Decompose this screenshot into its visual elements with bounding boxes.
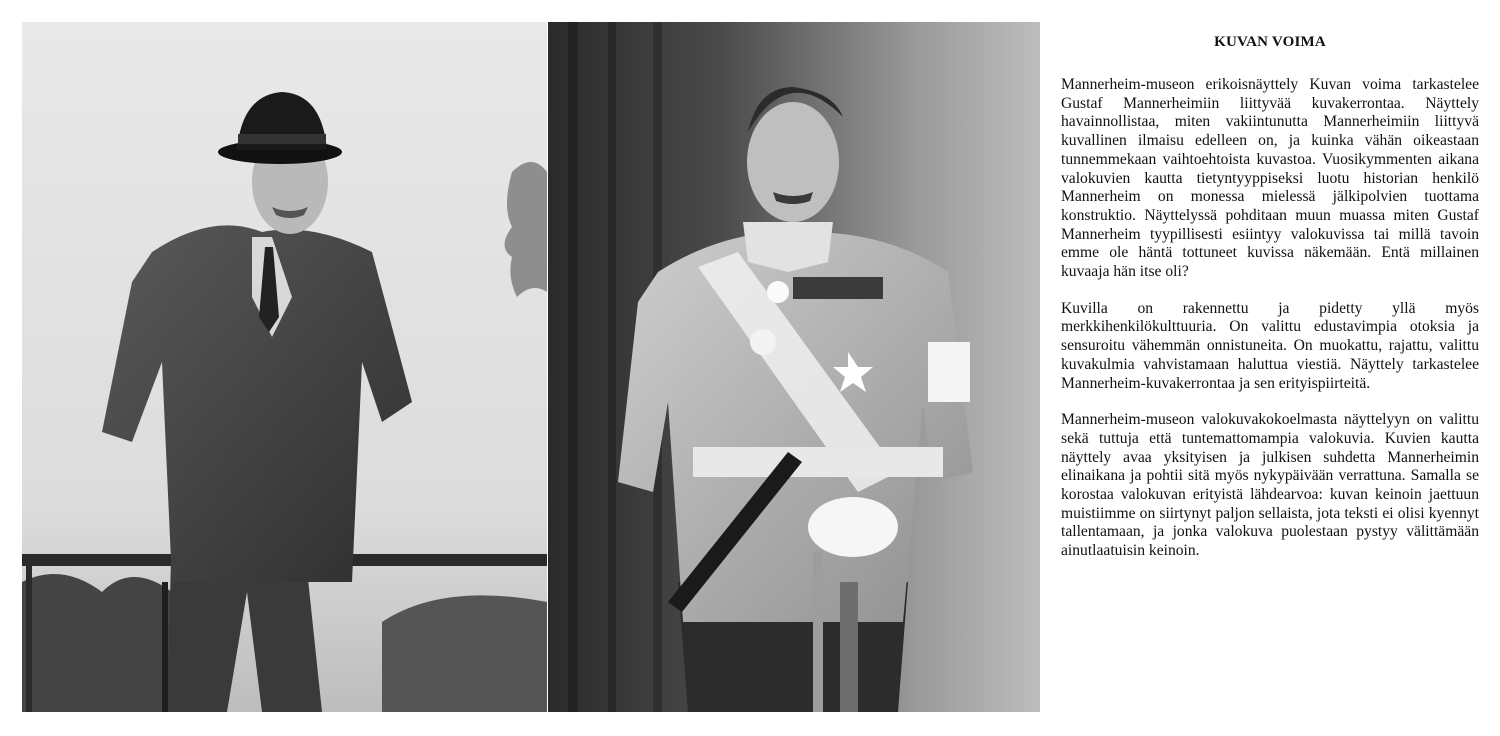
photo-military-portrait bbox=[548, 22, 1040, 712]
article-title: KUVAN VOIMA bbox=[1214, 34, 1326, 50]
article-text bbox=[1061, 34, 1479, 579]
photo-casual-portrait bbox=[22, 22, 547, 712]
article-paragraph-3: Mannerheim-museon valokuvakokoelmasta näyttelyyn on valittu sekä tuttuja että tuntemattomampia valokuvia. Kuvien kautta näyttely avaa yksityisen ja julkisen suhdetta Mannerheimin elinaikana ja pohtii sitä myös nykypäivään verrattuna. Samalla se korostaa valokuvan erityistä lähdearvoa: kuvan keinoin jaettuun muistiimme on siirtynyt paljon sellaista, jota teksti ei olisi kyennyt tallentamaan, ja jonka valokuva puolestaan pystyy välittämään ainutlaatuisin keinoin. bbox=[1061, 411, 1479, 560]
article-paragraph-1: Mannerheim-museon erikoisnäyttely Kuvan voima tarkastelee Gustaf Mannerheimiin liittyvää kuvakerrontaa. Näyttely havainnollistaa, miten vakiintunutta Mannerheimiin liittyvä kuvallinen ilmaisu edelleen on, ja kuinka vähän oikeastaan tunnemmekaan vaihtoehtoista kuvastoa. Vuosikymmenten aikana valokuvien kautta tietyntyyppiseksi luotu historian henkilö Mannerheim on monessa mielessä jälkipolvien tuottama konstruktio. Näyttelyssä pohditaan muun muassa miten Gustaf Mannerheim tyypillisesti esiintyy valokuvissa tai millä tavoin emme ole häntä tottuneet kuvissa näkemään. Entä millainen kuvaaja hän itse oli? bbox=[1061, 76, 1479, 281]
article-paragraph-2: Kuvilla on rakennettu ja pidetty yllä myös merkkihenkilökulttuuria. On valittu edustavimpia otoksia ja sensuroitu vähemmän onnistuneita. On muokattu, rajattu, valittu kuvakulmia vahvistamaan haluttua viestiä. Näyttely tarkastelee Mannerheim-kuvakerrontaa ja sen erityispiirteitä. bbox=[1061, 299, 1479, 392]
casual-portrait-image bbox=[22, 22, 547, 712]
military-portrait-image bbox=[548, 22, 1040, 712]
